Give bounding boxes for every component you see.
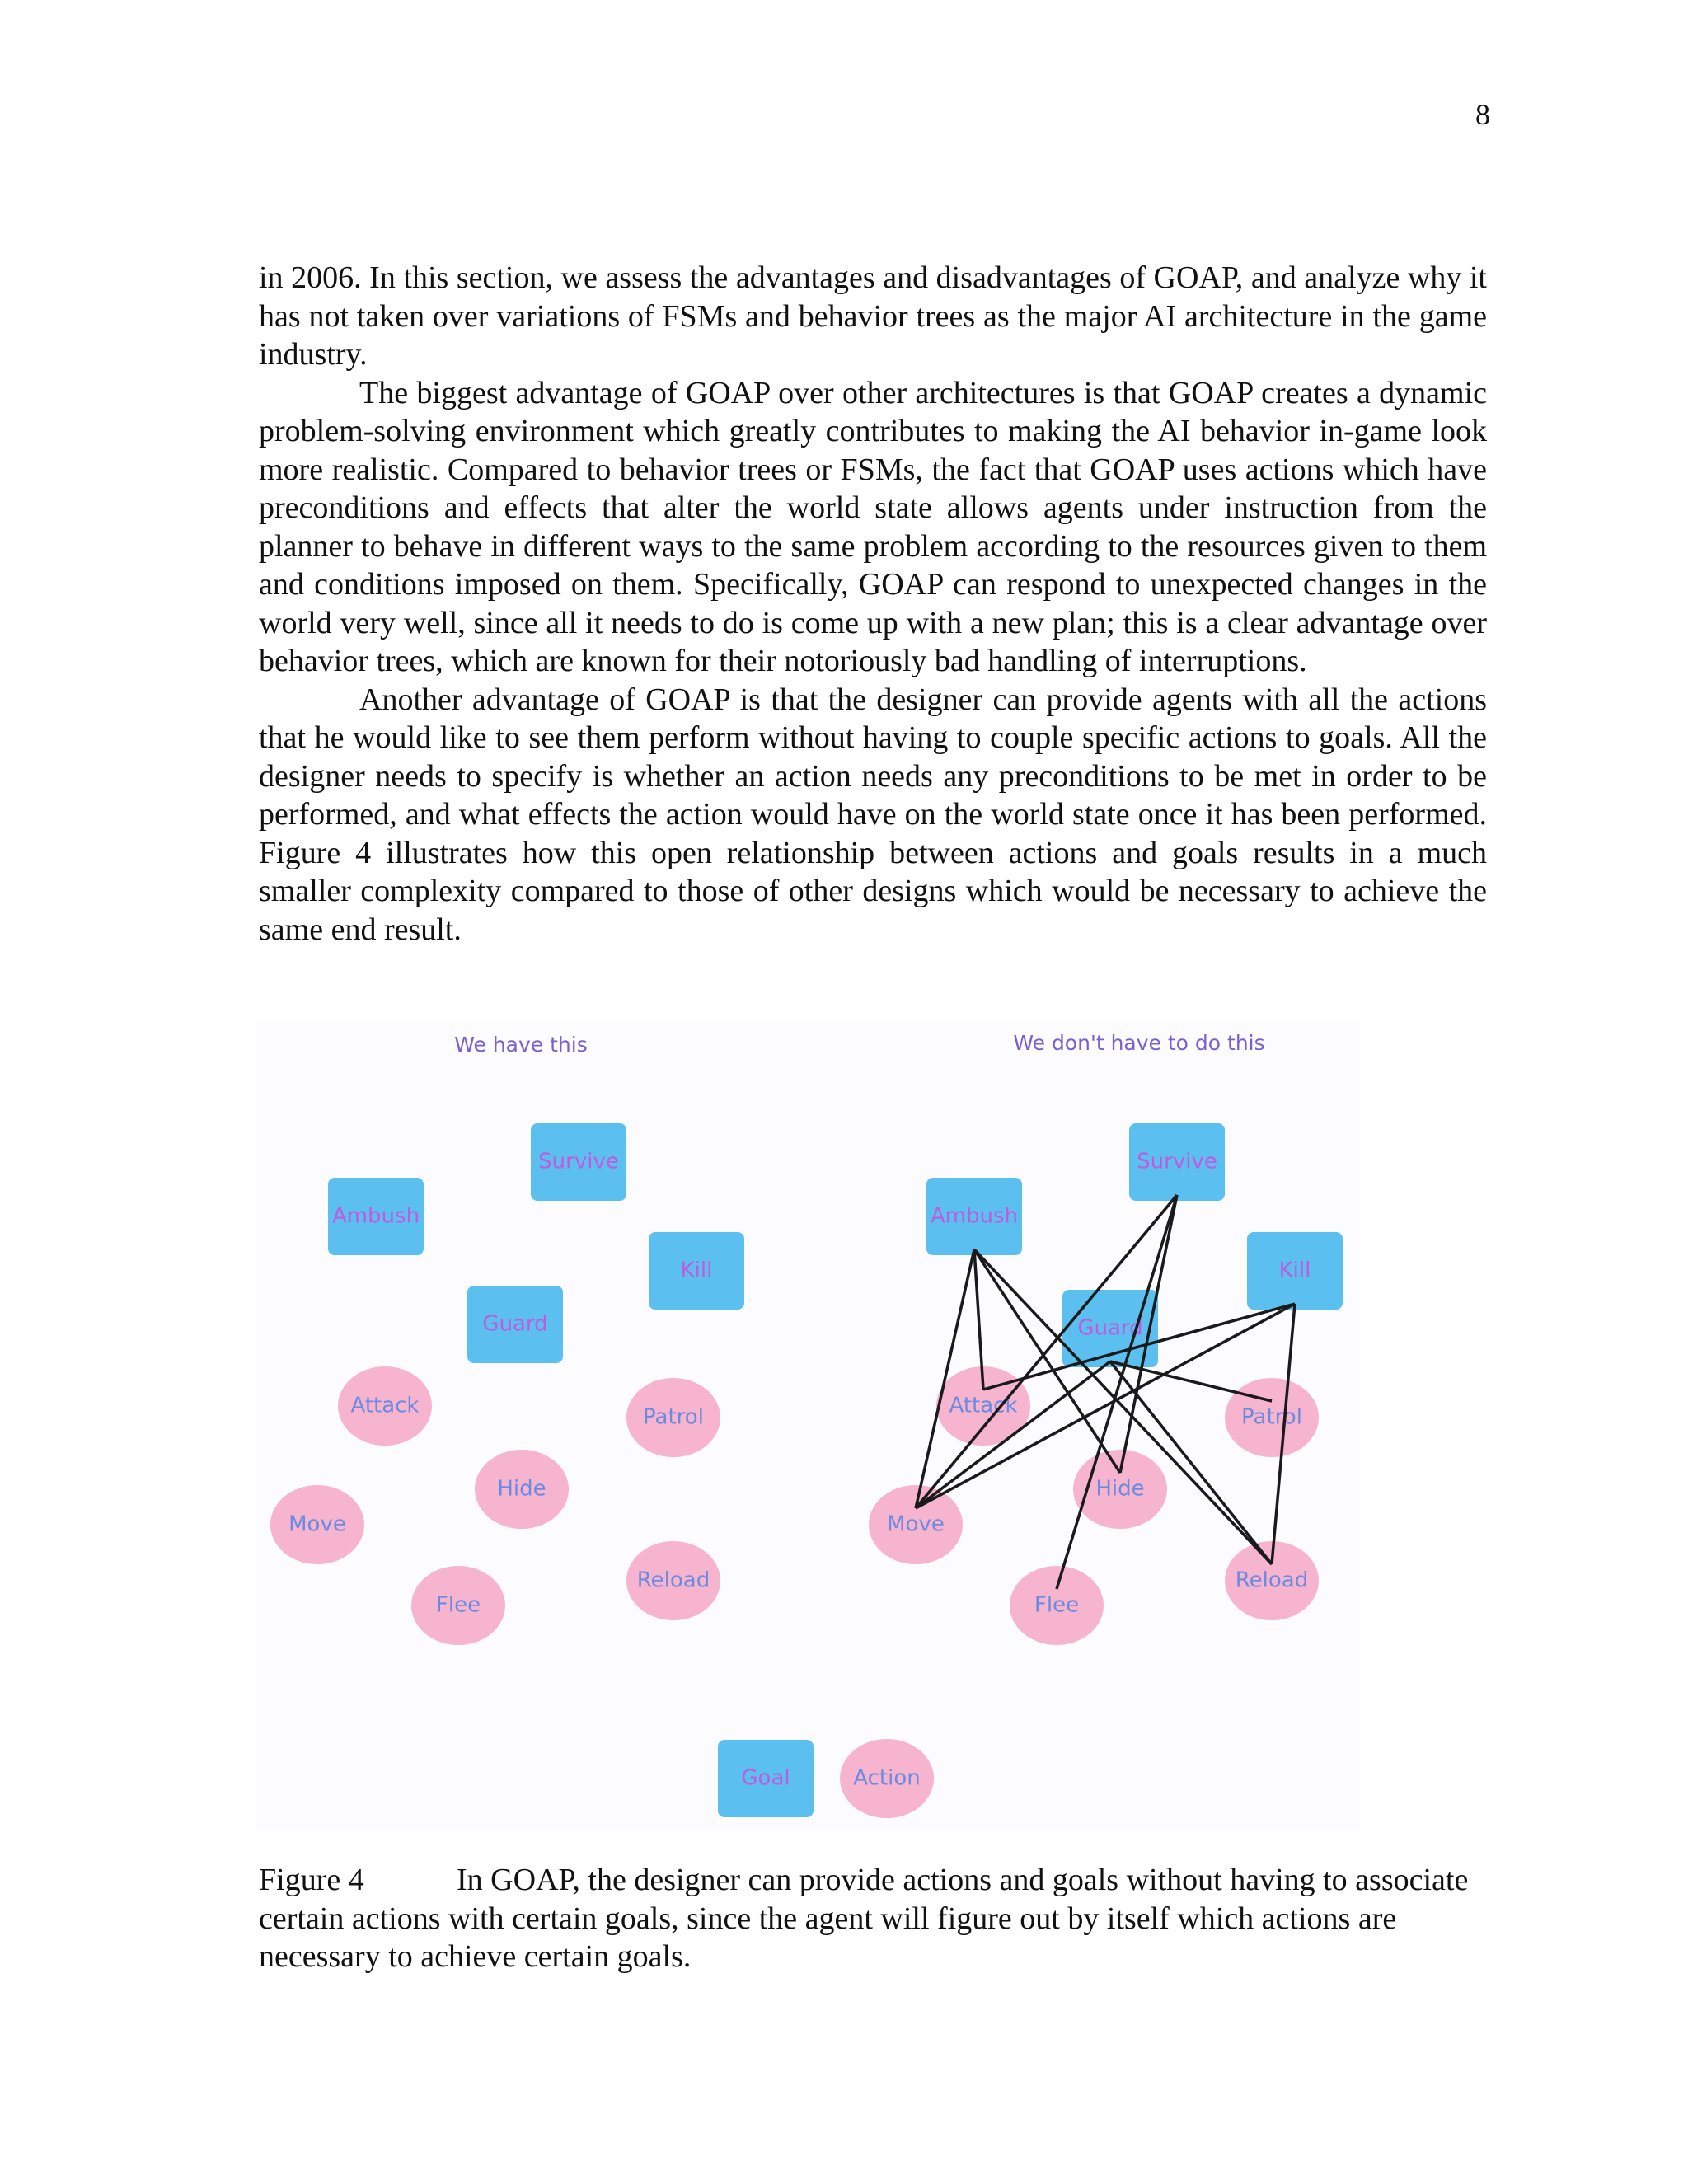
node-label: Patrol <box>643 1404 704 1430</box>
left-action-attack <box>338 1366 432 1446</box>
paragraph-3: Another advantage of GOAP is that the designer can provide agents with all the actions that he would like to see them perform without having to couple specific actions to goals. All the designer needs to specify is whether an action needs any preconditions to be met in order to be performed, and what effects the action would have on the world state once it has been performed. Figure 4 illustrates how this open relationship between actions and goals results in a much smaller complexity compared to those of other designs which would be necessary to achieve the same end result. <box>259 682 1487 947</box>
node-label: Guard <box>1077 1315 1143 1341</box>
node-label: Move <box>887 1511 945 1537</box>
right-goal-survive <box>1129 1123 1225 1201</box>
node-label: Ambush <box>930 1203 1019 1229</box>
body-text <box>259 259 1487 949</box>
right-action-patrol <box>1225 1378 1319 1457</box>
left-goal-ambush <box>328 1178 424 1255</box>
left-goal-guard <box>467 1286 563 1363</box>
node-label: Attack <box>949 1393 1018 1418</box>
node-label: Reload <box>636 1568 710 1593</box>
right-action-flee <box>1010 1566 1104 1645</box>
node-label: Kill <box>1278 1258 1311 1283</box>
goap-diagram <box>256 1022 1360 1830</box>
left-panel-title: We have this <box>454 1033 588 1057</box>
node-label: Patrol <box>1241 1404 1302 1430</box>
right-goal-ambush <box>926 1178 1022 1255</box>
node-label: Reload <box>1235 1568 1309 1593</box>
edge-guard-patrol <box>1110 1361 1272 1401</box>
legend <box>718 1739 934 1818</box>
caption-label: Figure 4 <box>259 1863 364 1897</box>
right-panel-nodes <box>869 1123 1343 1645</box>
node-label: Survive <box>1137 1149 1217 1174</box>
node-label: Move <box>288 1511 346 1537</box>
node-label: Guard <box>482 1311 548 1337</box>
left-action-flee <box>411 1566 505 1645</box>
left-panel-nodes <box>270 1123 744 1645</box>
node-label: Ambush <box>331 1203 420 1229</box>
edge-survive-flee <box>1057 1195 1177 1589</box>
page-number: 8 <box>1475 98 1490 131</box>
right-goal-kill <box>1247 1232 1343 1310</box>
node-label: Attack <box>350 1393 420 1418</box>
figure-4 <box>256 1022 1360 1830</box>
right-panel-title: We don't have to do this <box>1013 1031 1265 1055</box>
left-goal-kill <box>649 1232 744 1310</box>
paragraph-2: The biggest advantage of GOAP over other architectures is that GOAP creates a dynamic problem-solving environment which greatly contributes to making the AI behavior in-game look more realistic. Compared to behavior trees or FSMs, the fact that GOAP uses actions which have preconditions and effects that alter the world state allows agents under instruction from the planner to behave in different ways to the same problem according to the resources given to them and conditions imposed on them. Specifically, GOAP can respond to unexpected changes in the world very well, since all it needs to do is come up with a new plan; this is a clear advantage over behavior trees, which are known for their notoriously bad handling of interruptions. <box>259 375 1487 678</box>
right-action-move <box>869 1485 963 1564</box>
legend-action-action <box>840 1739 934 1818</box>
node-label: Flee <box>1034 1592 1080 1618</box>
node-label: Hide <box>1095 1476 1145 1502</box>
left-action-hide <box>475 1450 569 1529</box>
node-label: Kill <box>680 1258 713 1283</box>
paragraph-1: in 2006. In this section, we assess the advantages and disadvantages of GOAP, and analyze why it has not taken over variations of FSMs and behavior trees as the major AI architecture in the game industry. <box>259 260 1487 372</box>
caption-text: In GOAP, the designer can provide actions and goals without having to associate certain actions with certain goals, since the agent will figure out by itself which actions are necessary to achieve certain goals. <box>259 1863 1469 1974</box>
node-label: Action <box>853 1765 921 1791</box>
node-label: Goal <box>741 1765 790 1791</box>
node-label: Flee <box>435 1592 481 1618</box>
figure-caption <box>259 1861 1479 1976</box>
left-action-move <box>270 1485 364 1564</box>
node-label: Survive <box>538 1149 619 1174</box>
left-action-reload <box>626 1541 720 1620</box>
legend-goal-goal <box>718 1740 814 1817</box>
left-goal-survive <box>531 1123 626 1201</box>
left-action-patrol <box>626 1378 720 1457</box>
node-label: Hide <box>497 1476 546 1502</box>
